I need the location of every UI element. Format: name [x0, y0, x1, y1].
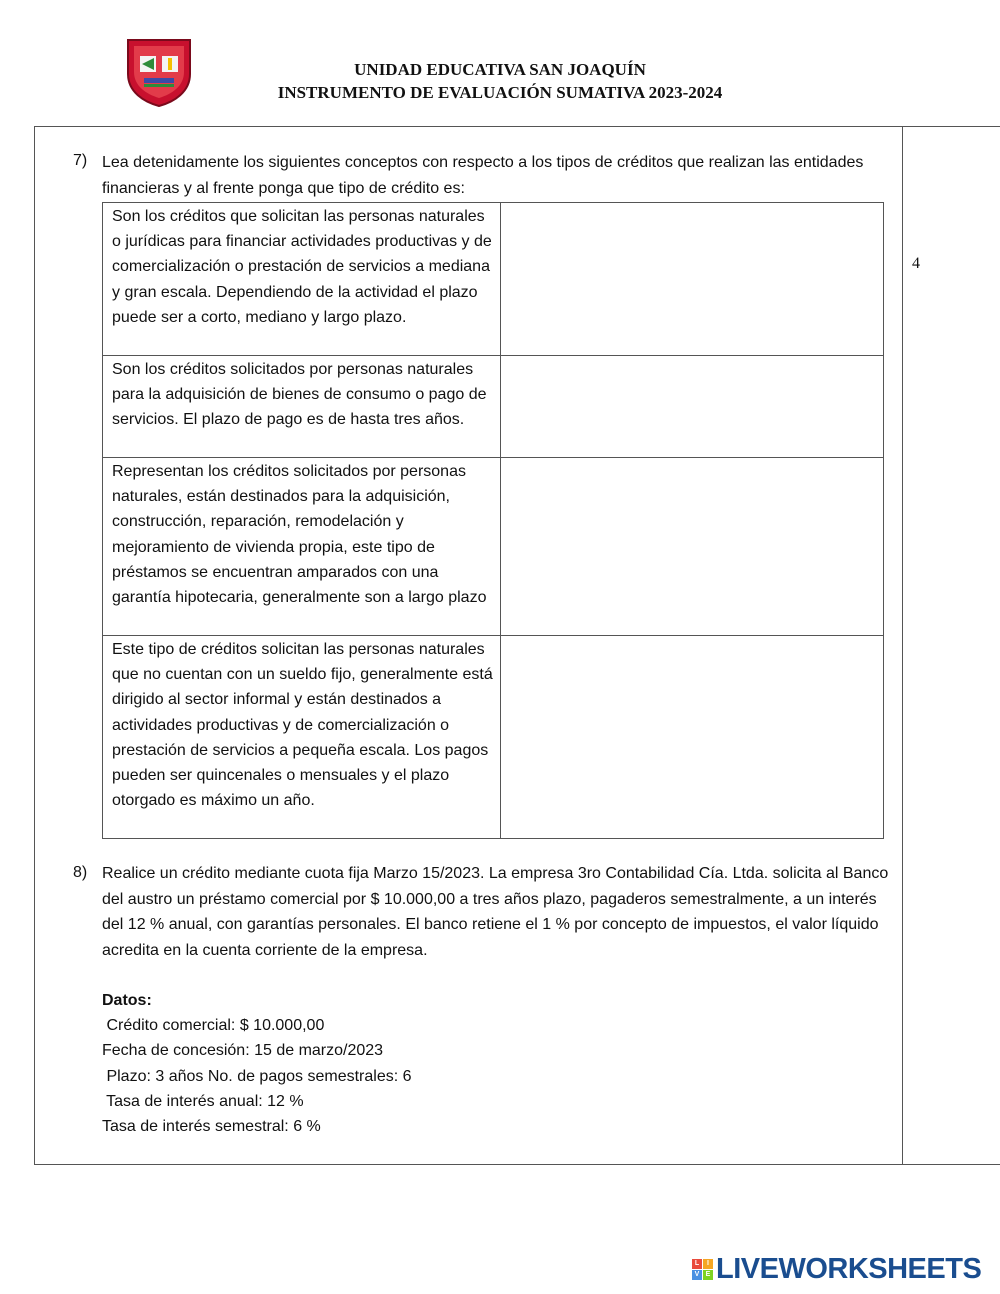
question-8-text: Realice un crédito mediante cuota fija Marzo 15/2023. La empresa 3ro Contabilidad Cía. Ltda. solicita al Banco del austro un préstamo comercial por $ 10.000,00 a tres años plazo, pagaderos semestralmente, a un interés del 12 % anual, con garantías personales. El banco retiene el 1 % por concepto de impuestos, el valor líquido acredita en la cuenta corriente de la empresa.	[102, 865, 889, 959]
datos-line: Tasa de interés semestral: 6 %	[102, 1118, 321, 1136]
answer-input-3[interactable]	[501, 458, 883, 498]
datos-title: Datos:	[102, 992, 152, 1009]
answer-input-1[interactable]	[501, 203, 883, 243]
answer-cell-1[interactable]	[501, 203, 884, 356]
liveworksheets-brand	[692, 1253, 981, 1285]
question-7-text: Lea detenidamente los siguientes conceptos con respecto a los tipos de créditos que realizan las entidades financieras y al frente ponga que tipo de crédito es:	[102, 154, 864, 197]
instrument-title: INSTRUMENTO DE EVALUACIÓN SUMATIVA 2023-2024	[277, 83, 723, 102]
table-row	[103, 356, 884, 458]
datos-block	[102, 988, 412, 1139]
datos-line: Tasa de interés anual: 12 %	[102, 1092, 304, 1110]
concepts-table	[102, 202, 884, 839]
datos-line: Plazo: 3 años No. de pagos semestrales: 6	[102, 1067, 412, 1085]
datos-line: Fecha de concesión: 15 de marzo/2023	[102, 1042, 384, 1060]
score-column-divider	[902, 126, 903, 1165]
concept-1: Son los créditos que solicitan las personas naturales o jurídicas para financiar actividades productivas y de comercialización o prestación de servicios a mediana y gran escala. Dependiendo de la actividad el plazo puede ser a corto, mediano y largo plazo.	[103, 203, 501, 356]
concept-3: Representan los créditos solicitados por personas naturales, están destinados para la adquisición, construcción, reparación, remodelación y mejoramiento de vivienda propia, este tipo de préstamos se encuentran amparados con una garantía hipotecaria, generalmente son a largo plazo	[103, 458, 501, 636]
table-row	[103, 458, 884, 636]
answer-cell-3[interactable]	[501, 458, 884, 636]
answer-cell-2[interactable]	[501, 356, 884, 458]
liveworksheets-mark-icon: L I V E	[692, 1259, 713, 1280]
concept-4: Este tipo de créditos solicitan las personas naturales que no cuentan con un sueldo fijo, generalmente está dirigido al sector informal y están destinados a actividades productivas y de comercialización o prestación de servicios a pequeña escala. Los pagos pueden ser quincenales o mensuales y el plazo otorgado es máximo un año.	[103, 636, 501, 839]
table-row	[103, 203, 884, 356]
question-8-number: 8)	[73, 864, 88, 881]
liveworksheets-wordmark: LIVEWORKSHEETS	[716, 1252, 982, 1285]
question-7-number: 7)	[73, 152, 88, 169]
question-score: 4	[912, 255, 920, 272]
answer-cell-4[interactable]	[501, 636, 884, 839]
concept-2: Son los créditos solicitados por personas naturales para la adquisición de bienes de consumo o pago de servicios. El plazo de pago es de hasta tres años.	[103, 356, 501, 458]
answer-input-4[interactable]	[501, 636, 883, 676]
table-row	[103, 636, 884, 839]
datos-line: Crédito comercial: $ 10.000,00	[102, 1017, 325, 1035]
school-name: UNIDAD EDUCATIVA SAN JOAQUÍN	[354, 60, 646, 79]
answer-input-2[interactable]	[501, 356, 883, 396]
